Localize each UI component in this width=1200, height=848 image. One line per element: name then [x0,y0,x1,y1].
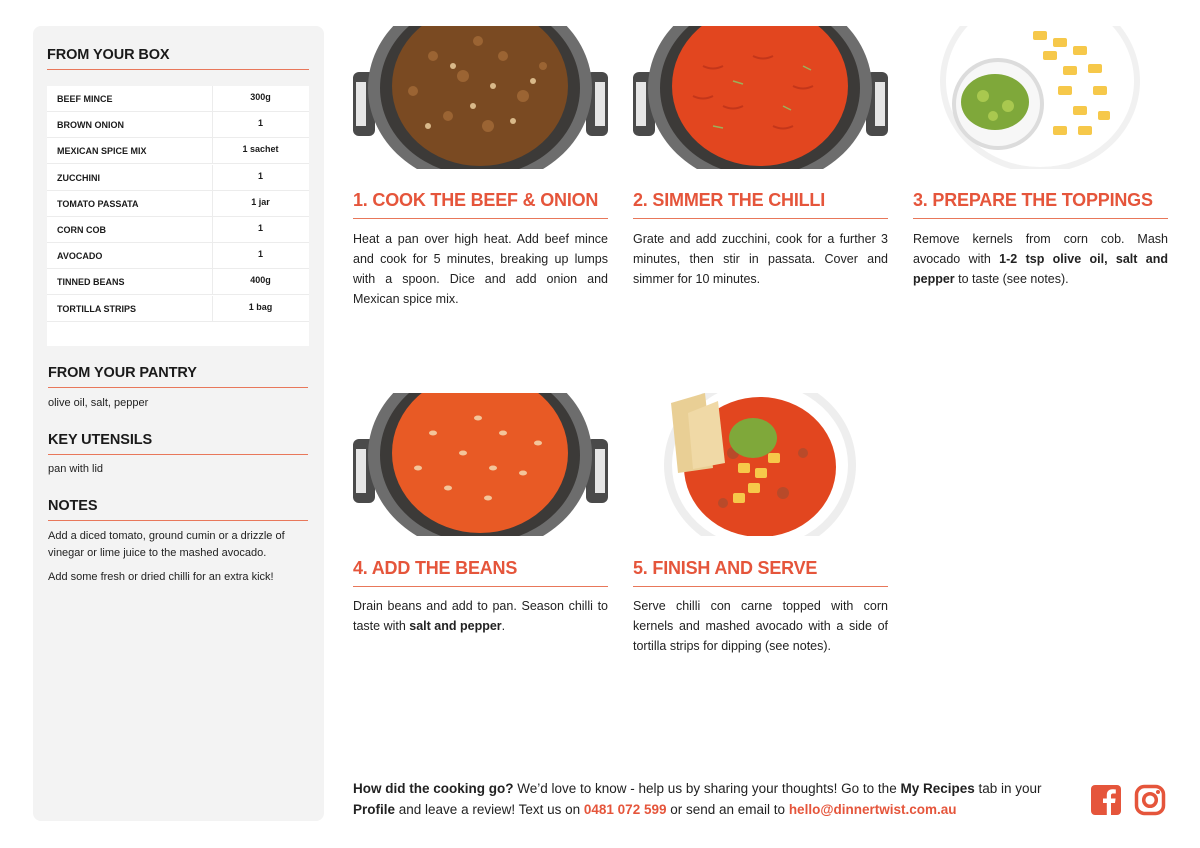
ingredient-qty: 1 [257,170,263,181]
footer-text: or send an email to [666,802,789,817]
note-1: Add a diced tomato, ground cumin or a drizzle of vinegar or lime juice to the mashed avocado. [48,530,285,559]
instagram-icon[interactable] [1134,784,1166,816]
step-body-text: Drain beans and add to pan. Season chilli to taste with [353,599,608,633]
step-1-body [353,229,608,309]
utensils-text: pan with lid [48,463,104,475]
step-body-text: Grate and add zucchini, cook for a further 3 minutes, then stir in passata. Cover and simmer for 10 minutes. [633,232,888,286]
avocado-corn-plate-image [913,26,1168,169]
ingredient-row [47,138,309,164]
ingredient-row [47,191,309,217]
ingredient-row [47,86,309,112]
step-body-text: Remove kernels from corn cob. Mash avocado with [913,232,1168,266]
footer-text: and leave a review! Text us on [395,802,584,817]
step-4-title: 4. ADD THE BEANS [353,558,608,587]
footer-emphasis: My Recipes [900,781,975,796]
step-body-text: Heat a pan over high heat. Add beef mince and cook for 5 minutes, breaking up lumps with a spoon. Dice and add onion and Mexican spice mix. [353,232,608,306]
ingredient-row [47,243,309,269]
note-2: Add some fresh or dried chilli for an extra kick! [48,571,274,583]
ingredient-row [47,269,309,295]
ingredient-row [47,217,309,243]
ingredient-name: TORTILLA STRIPS [57,303,137,314]
ingredient-qty: 300g [250,92,271,102]
pantry-text: olive oil, salt, pepper [48,397,149,409]
ingredient-row [47,112,309,138]
email-link[interactable]: hello@dinnertwist.com.au [788,802,957,817]
from-your-box-heading: FROM YOUR BOX [47,47,309,70]
ingredient-name: TINNED BEANS [57,277,125,288]
ingredient-name: CORN COB [57,225,106,235]
beef-onion-pan-image [353,26,608,169]
ingredient-name: TOMATO PASSATA [57,198,139,209]
step-2-title: 2. SIMMER THE CHILLI [633,190,888,219]
step-1-title: 1. COOK THE BEEF & ONION [353,190,608,219]
step-body-emphasis: 1-2 tsp olive oil, salt and pepper [913,252,1168,286]
ingredient-row [47,165,309,191]
ingredient-qty: 1 sachet [242,144,279,155]
step-4-body [353,596,608,636]
served-bowl-image [633,393,888,536]
step-3-title: 3. PREPARE THE TOPPINGS [913,190,1168,219]
feedback-footer [353,778,1078,820]
utensils-heading: KEY UTENSILS [48,432,308,455]
step-3-body [913,229,1168,289]
ingredient-name: BEEF MINCE [57,94,113,104]
ingredient-qty: 1 [257,118,263,129]
step-5-title: 5. FINISH AND SERVE [633,558,888,587]
step-2-body [633,229,888,289]
notes-heading: NOTES [48,498,308,521]
ingredient-qty: 1 jar [251,196,270,207]
footer-emphasis: How did the cooking go? [353,781,514,796]
step-body-text: to taste (see notes). [954,272,1069,286]
ingredient-row [47,296,309,322]
ingredient-qty: 1 [257,223,263,233]
pantry-heading: FROM YOUR PANTRY [48,365,308,388]
ingredient-qty: 400g [250,275,271,286]
footer-text: We’d love to know - help us by sharing your thoughts! Go to the [513,781,901,796]
ingredient-qty: 1 bag [248,301,273,312]
ingredient-qty: 1 [257,249,263,260]
ingredients-table [47,86,309,346]
step-body-text: . [501,619,506,633]
ingredient-name: BROWN ONION [57,120,124,131]
step-body-emphasis: salt and pepper [409,619,502,633]
chilli-sauce-pan-image [633,26,888,169]
facebook-icon[interactable] [1090,784,1122,816]
phone-link[interactable]: 0481 072 599 [583,802,667,817]
beans-pan-image [353,393,608,536]
sidebar [33,26,324,821]
ingredient-name: MEXICAN SPICE MIX [57,146,147,157]
step-body-text: Serve chilli con carne topped with corn kernels and mashed avocado with a side of tortilla strips for dipping (see notes). [633,599,888,653]
ingredient-name: AVOCADO [57,251,103,262]
ingredient-name: ZUCCHINI [57,172,100,183]
footer-text: tab in your [974,781,1042,796]
footer-emphasis: Profile [353,802,396,817]
step-5-body [633,596,888,656]
